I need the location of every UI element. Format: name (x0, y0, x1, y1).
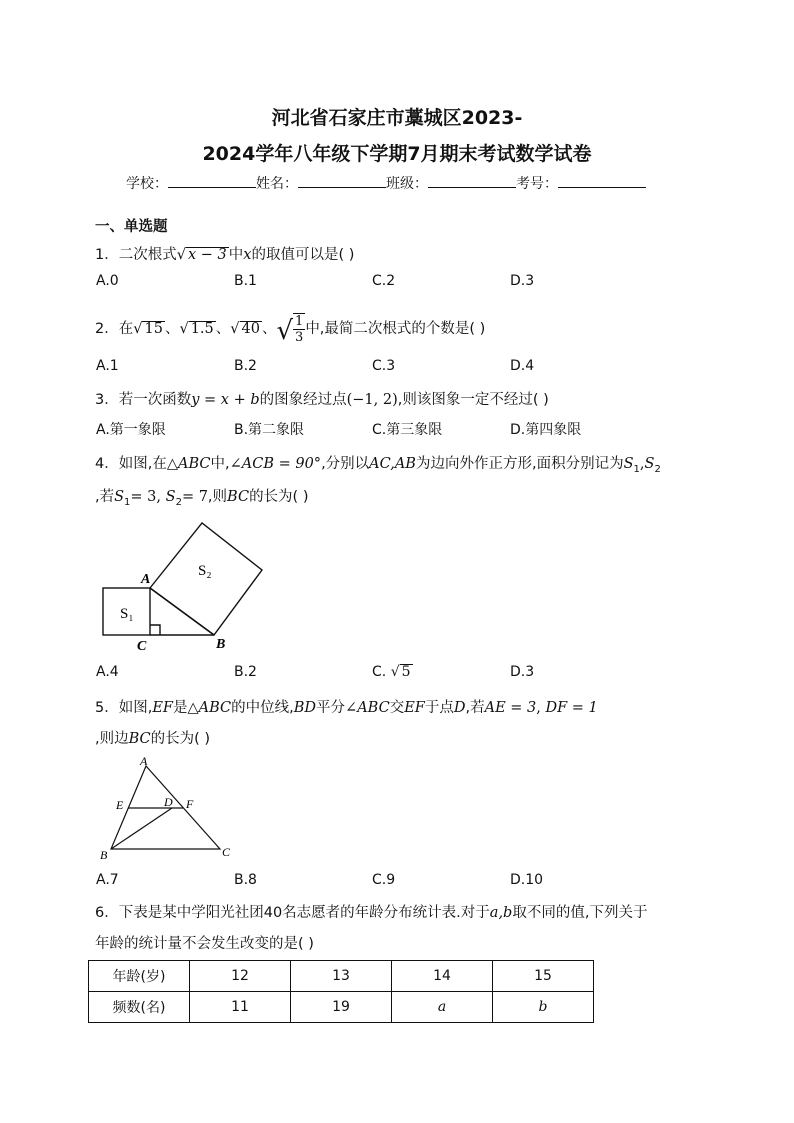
q3-function: y = x + b (191, 392, 260, 408)
q5-bc: BC (128, 731, 151, 747)
q4-square-s2 (150, 523, 262, 635)
q1-option-b[interactable]: B.1 (234, 273, 257, 289)
q4-triangle: △ABC (166, 456, 211, 472)
table-cell: 19 (291, 992, 392, 1023)
q1-option-d[interactable]: D.3 (510, 273, 535, 289)
q6-number: 6． (95, 905, 119, 921)
school-blank (168, 175, 256, 188)
q3-option-c[interactable]: C.第三象限 (372, 422, 443, 438)
table-row-age (89, 961, 594, 992)
school-label: 学校： (126, 176, 168, 192)
table-cell: 11 (190, 992, 291, 1023)
q5-fig-d: D (164, 795, 173, 809)
q5-text-g: ,若 (465, 700, 485, 716)
q3-text-a: 若一次函数 (118, 392, 192, 408)
q2-radicand-1: 15 (144, 321, 163, 337)
q4-text-g: 的长为( ) (249, 489, 309, 505)
question-3 (95, 388, 549, 409)
q4-text-e: ,若 (95, 489, 115, 505)
q4-text-d: 为边向外作正方形,面积分别记为 (415, 456, 624, 472)
q2-text-b: 中,最简二次根式的个数是( ) (305, 321, 486, 337)
q5-df: DF = 1 (545, 700, 598, 716)
table-cell: 年龄(岁) (89, 961, 190, 992)
q2-option-c[interactable]: C.3 (372, 358, 396, 374)
question-2: 2．在√ 15 、√ 1.5 、√ 40 、√ $\frac{1}{3}$ 中,最简二次根式的个数是( ) (95, 314, 486, 346)
q2-sep-2: 、 (215, 321, 231, 337)
q4-angle: ∠ACB = 90° (229, 456, 322, 472)
q4-s2-eq: = 7 (181, 489, 208, 505)
q3-option-d[interactable]: D.第四象限 (510, 422, 582, 438)
q5-option-b[interactable]: B.8 (234, 872, 257, 888)
q2-fraction (293, 313, 305, 345)
q4-option-c[interactable]: C. √ 5 (372, 664, 411, 680)
q4-s2-eq-var: S (165, 489, 176, 505)
q4-option-b[interactable]: B.2 (234, 664, 257, 680)
q2-frac-den: 3 (295, 330, 304, 345)
q3-number: 3． (95, 392, 119, 408)
q3-point: (−1, 2) (346, 392, 398, 408)
q5-angle: ∠ABC (345, 700, 390, 716)
name-blank (298, 175, 386, 188)
q5-fig-b: B (100, 848, 108, 862)
q5-option-a[interactable]: A.7 (96, 872, 119, 888)
q2-option-d[interactable]: D.4 (510, 358, 535, 374)
number-label: 考号： (516, 176, 558, 192)
q4-s1-eq: = 3 (130, 489, 157, 505)
q1-text-c: 的取值可以是( ) (251, 247, 355, 263)
q4-option-c-radicand: 5 (401, 664, 411, 680)
q6-ab: a,b (489, 905, 513, 921)
table-row-frequency (89, 992, 594, 1023)
table-cell: 15 (493, 961, 594, 992)
q3-option-b[interactable]: B.第二象限 (234, 422, 305, 438)
q2-number: 2． (95, 321, 119, 337)
title-line-1: 河北省石家庄市藁城区2023- (271, 107, 523, 129)
q4-s1-eq-var: S (114, 489, 125, 505)
q2-sep-3: 、 (261, 321, 277, 337)
q5-fig-f: F (186, 797, 194, 811)
q5-text-i: 的长为( ) (150, 731, 211, 747)
name-label: 姓名： (256, 176, 298, 192)
q1-text-b: 中 (228, 247, 244, 263)
q5-ef-2: EF (404, 700, 425, 716)
class-blank (428, 175, 516, 188)
q4-sides: AC,AB (369, 456, 416, 472)
q4-figure (90, 518, 280, 658)
q5-fig-a: A (140, 754, 148, 768)
number-blank (558, 175, 646, 188)
class-label: 班级： (386, 176, 428, 192)
q2-option-b[interactable]: B.2 (234, 358, 257, 374)
q6-text-a: 下表是某中学阳光社团40名志愿者的年龄分布统计表.对于 (118, 905, 490, 921)
q4-text-c: ,分别以 (321, 456, 370, 472)
q6-text-b: 取不同的值,下列关于 (512, 905, 648, 921)
q4-fig-s1: S₁ (120, 606, 134, 622)
q2-radicand-2: 1.5 (190, 321, 214, 337)
q4-text-b: 中, (210, 456, 230, 472)
q4-bc: BC (227, 489, 250, 505)
q1-radicand: x − 3 (187, 247, 227, 263)
q5-fig-c: C (222, 845, 231, 859)
question-5-line-1: 5．如图,EF是△ABC的中位线,BD平分∠ABC交EF于点D,若AE = 3, DF = 1 (95, 700, 598, 716)
q2-frac-num: 1 (295, 314, 304, 329)
q5-text-f: 于点 (424, 700, 454, 716)
q5-option-c[interactable]: C.9 (372, 872, 396, 888)
q2-radicand-3: 40 (241, 321, 260, 337)
question-5-line-2 (95, 727, 210, 748)
q1-text-a: 二次根式 (118, 247, 177, 263)
q5-text-b: 是 (173, 700, 188, 716)
q4-s1: S (623, 456, 634, 472)
q2-text-a: 在 (118, 321, 134, 337)
info-line (126, 173, 646, 193)
q5-ae: AE = 3 (484, 700, 537, 716)
q5-fig-e: E (116, 798, 124, 812)
q5-triangle: △ABC (187, 700, 232, 716)
q4-right-angle-mark (150, 625, 160, 635)
q4-s2: S (644, 456, 655, 472)
table-cell: 13 (291, 961, 392, 992)
q6-frequency-table (88, 960, 594, 1023)
q5-number: 5． (95, 700, 119, 716)
question-4-line-2: ,若$S_1= 3$, $S_2= 7$,则BC的长为( ) (95, 489, 309, 508)
question-6-line-1 (95, 901, 647, 922)
q3-text-b: 的图象经过点 (259, 392, 347, 408)
q5-ef: EF (152, 700, 173, 716)
table-cell: b (493, 992, 594, 1023)
question-6-line-2: 年龄的统计量不会发生改变的是( ) (95, 936, 314, 952)
q5-text-c: 的中位线, (231, 700, 294, 716)
q4-number: 4． (95, 456, 119, 472)
section-title: 一、单选题 (95, 219, 168, 235)
q1-option-a[interactable]: A.0 (96, 273, 119, 289)
q5-option-d[interactable]: D.10 (510, 872, 544, 888)
q1-var: x (243, 247, 252, 263)
q4-fig-b: B (216, 637, 226, 652)
title-line-2: 2024学年八年级下学期7月期末考试数学试卷 (202, 143, 592, 165)
q5-d: D (453, 700, 466, 716)
q5-text-e: 交 (389, 700, 405, 716)
q4-fig-a: A (141, 572, 151, 587)
q4-fig-c: C (137, 639, 147, 654)
q4-option-d[interactable]: D.3 (510, 664, 535, 680)
q5-figure (92, 752, 242, 864)
question-1: 1．二次根式√ x − 3 中x的取值可以是( ) (95, 247, 355, 263)
q3-text-c: ,则该图象一定不经过( ) (397, 392, 549, 408)
q5-text-a: 如图, (118, 700, 153, 716)
table-cell: 12 (190, 961, 291, 992)
q4-text-a: 如图,在 (118, 456, 167, 472)
table-cell: 频数(名) (89, 992, 190, 1023)
q1-option-c[interactable]: C.2 (372, 273, 396, 289)
q2-option-a[interactable]: A.1 (96, 358, 119, 374)
q1-number: 1． (95, 247, 119, 263)
q2-sep-1: 、 (164, 321, 180, 337)
q5-bd: BD (293, 700, 317, 716)
table-cell: a (392, 992, 493, 1023)
table-cell: 14 (392, 961, 493, 992)
q4-option-c-label: C. (372, 664, 387, 680)
q4-text-f: ,则 (207, 489, 228, 505)
q4-fig-s2: S₂ (198, 563, 212, 579)
q3-option-a[interactable]: A.第一象限 (96, 422, 166, 438)
q4-option-a[interactable]: A.4 (96, 664, 119, 680)
q5-text-d: 平分 (316, 700, 346, 716)
q5-text-h: ,则边 (95, 731, 129, 747)
question-4-line-1: 4．如图,在△ABC中,∠ACB = 90°,分别以AC,AB为边向外作正方形,面积分别记为$S_1,S_2$ (95, 456, 661, 475)
